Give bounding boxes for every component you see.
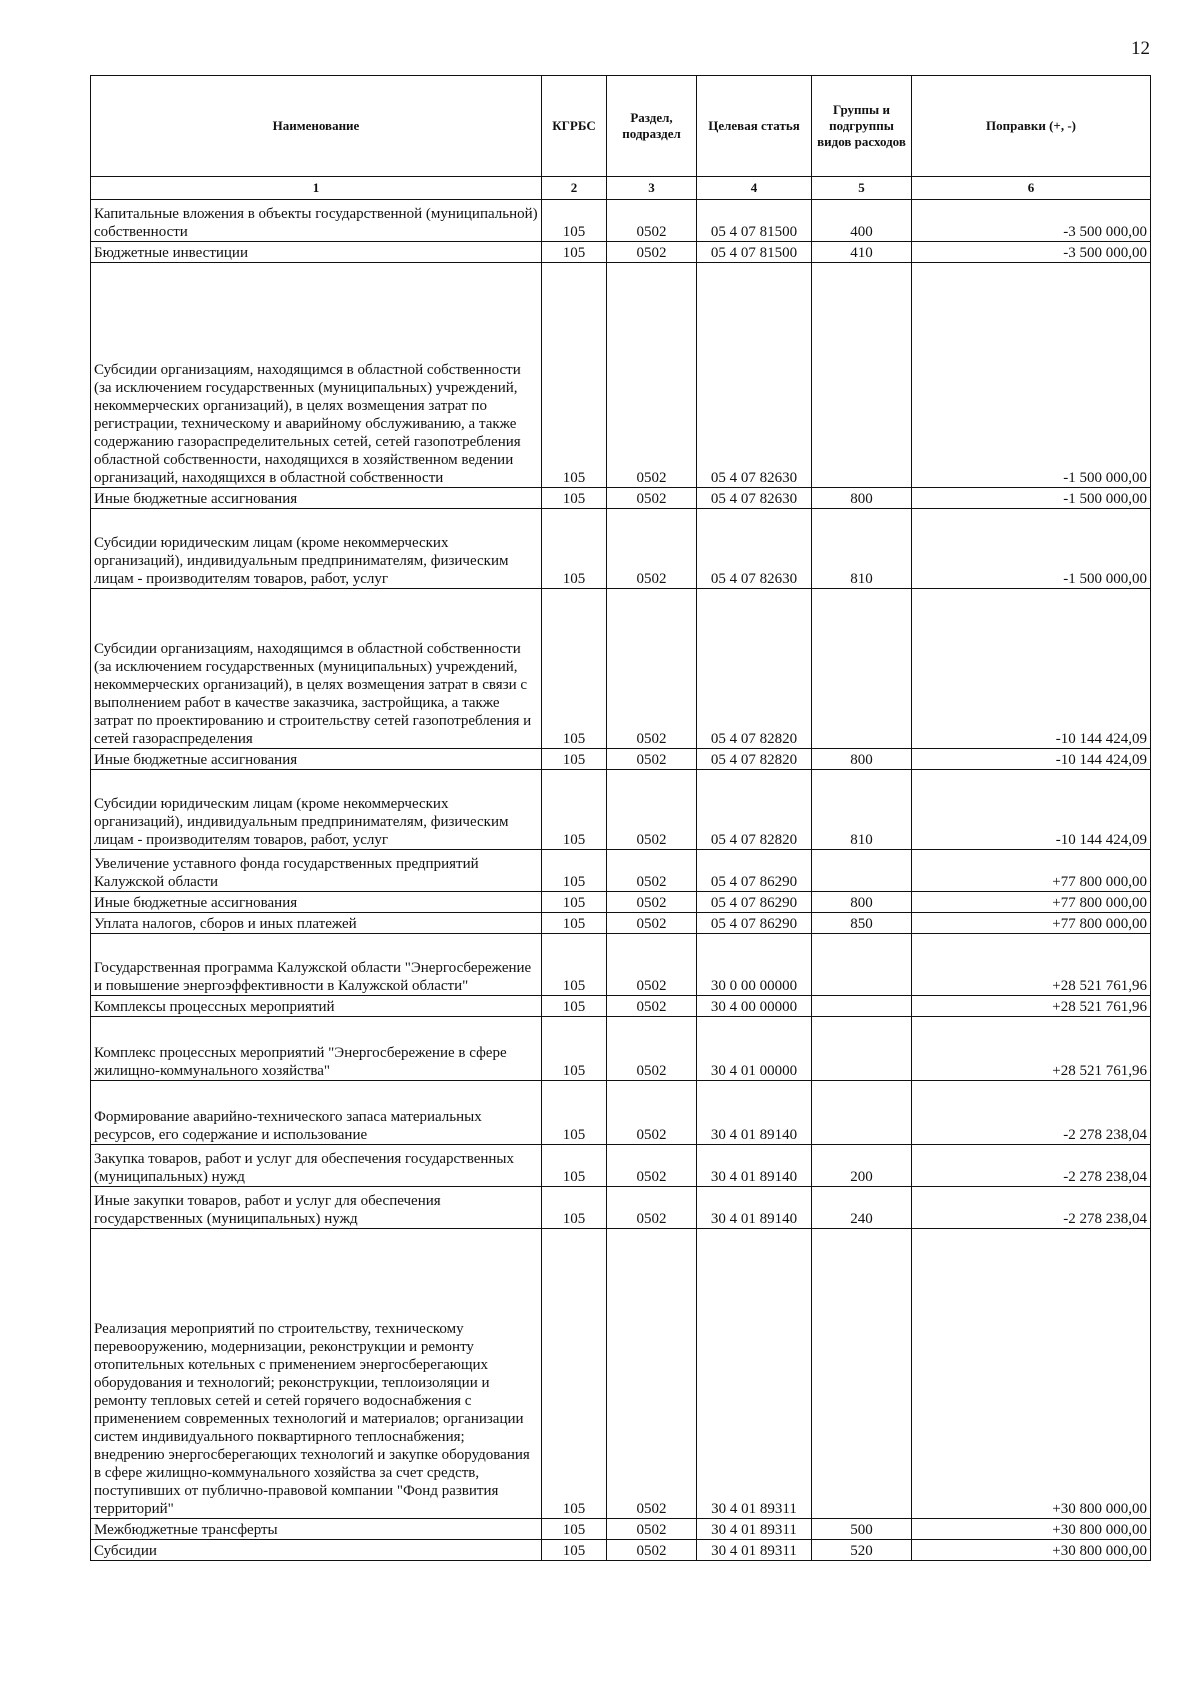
row-razdel: 0502 (607, 1519, 697, 1540)
row-razdel: 0502 (607, 1187, 697, 1229)
table-row (91, 488, 1151, 509)
row-vid: 520 (812, 1540, 912, 1561)
row-celevaya: 30 4 01 89140 (697, 1145, 812, 1187)
row-kgrbs: 105 (542, 850, 607, 892)
row-sum: -1 500 000,00 (912, 488, 1151, 509)
row-celevaya: 05 4 07 86290 (697, 850, 812, 892)
header-name: Наименование (91, 76, 542, 177)
row-sum: -3 500 000,00 (912, 200, 1151, 242)
row-vid (812, 934, 912, 996)
row-razdel: 0502 (607, 200, 697, 242)
row-razdel: 0502 (607, 850, 697, 892)
row-sum: +28 521 761,96 (912, 934, 1151, 996)
row-name: Бюджетные инвестиции (91, 242, 542, 263)
table-row (91, 850, 1151, 892)
row-vid: 410 (812, 242, 912, 263)
row-name: Иные закупки товаров, работ и услуг для обеспечения государственных (муниципальных) нужд (91, 1187, 542, 1229)
table-row (91, 996, 1151, 1017)
row-razdel: 0502 (607, 1017, 697, 1081)
row-sum: -10 144 424,09 (912, 770, 1151, 850)
table-row (91, 1145, 1151, 1187)
row-name: Межбюджетные трансферты (91, 1519, 542, 1540)
table-row (91, 892, 1151, 913)
row-name: Субсидии юридическим лицам (кроме некоммерческих организаций), индивидуальным предпринимателям, физическим лицам - производителям товаров, работ, услуг (91, 509, 542, 589)
column-number: 2 (542, 177, 607, 200)
row-vid (812, 263, 912, 488)
row-kgrbs: 105 (542, 749, 607, 770)
table-row (91, 1187, 1151, 1229)
row-kgrbs: 105 (542, 770, 607, 850)
row-celevaya: 30 4 01 89311 (697, 1229, 812, 1519)
row-kgrbs: 105 (542, 200, 607, 242)
row-sum: -2 278 238,04 (912, 1081, 1151, 1145)
row-razdel: 0502 (607, 488, 697, 509)
row-vid: 240 (812, 1187, 912, 1229)
row-name: Субсидии (91, 1540, 542, 1561)
row-vid (812, 1017, 912, 1081)
row-kgrbs: 105 (542, 1145, 607, 1187)
row-sum: -1 500 000,00 (912, 509, 1151, 589)
row-sum: -10 144 424,09 (912, 749, 1151, 770)
row-razdel: 0502 (607, 242, 697, 263)
row-name: Субсидии организациям, находящимся в областной собственности (за исключением государственных (муниципальных) учреждений, некоммерческих организаций), в целях возмещения затрат в связи с выполнением работ в качестве заказчика, застройщика, а также затрат по проектированию и строительству сетей газопотребления и сетей газораспределения (91, 589, 542, 749)
header-razdel: Раздел, подраздел (607, 76, 697, 177)
header-celevaya: Целевая статья (697, 76, 812, 177)
row-name: Комплексы процессных мероприятий (91, 996, 542, 1017)
row-celevaya: 05 4 07 86290 (697, 913, 812, 934)
row-kgrbs: 105 (542, 934, 607, 996)
header-kgrbs: КГРБС (542, 76, 607, 177)
row-sum: +30 800 000,00 (912, 1540, 1151, 1561)
table-row (91, 770, 1151, 850)
row-celevaya: 05 4 07 82630 (697, 488, 812, 509)
row-name: Субсидии юридическим лицам (кроме некоммерческих организаций), индивидуальным предпринимателям, физическим лицам - производителям товаров, работ, услуг (91, 770, 542, 850)
row-vid: 400 (812, 200, 912, 242)
row-celevaya: 30 4 01 89140 (697, 1081, 812, 1145)
row-vid: 200 (812, 1145, 912, 1187)
row-kgrbs: 105 (542, 263, 607, 488)
row-celevaya: 30 4 00 00000 (697, 996, 812, 1017)
row-name: Закупка товаров, работ и услуг для обеспечения государственных (муниципальных) нужд (91, 1145, 542, 1187)
column-number-row (91, 177, 1151, 200)
row-razdel: 0502 (607, 589, 697, 749)
row-name: Иные бюджетные ассигнования (91, 488, 542, 509)
column-number: 3 (607, 177, 697, 200)
row-kgrbs: 105 (542, 589, 607, 749)
row-vid: 800 (812, 892, 912, 913)
row-kgrbs: 105 (542, 1187, 607, 1229)
table-row (91, 1081, 1151, 1145)
table-row (91, 749, 1151, 770)
row-kgrbs: 105 (542, 1229, 607, 1519)
row-celevaya: 30 4 01 89140 (697, 1187, 812, 1229)
row-vid: 810 (812, 509, 912, 589)
table-row (91, 509, 1151, 589)
row-name: Иные бюджетные ассигнования (91, 749, 542, 770)
row-vid (812, 589, 912, 749)
row-vid: 800 (812, 488, 912, 509)
row-celevaya: 05 4 07 82630 (697, 263, 812, 488)
row-kgrbs: 105 (542, 1081, 607, 1145)
row-razdel: 0502 (607, 749, 697, 770)
row-kgrbs: 105 (542, 1519, 607, 1540)
row-razdel: 0502 (607, 770, 697, 850)
row-name: Иные бюджетные ассигнования (91, 892, 542, 913)
row-sum: +77 800 000,00 (912, 850, 1151, 892)
table-row (91, 1229, 1151, 1519)
row-vid: 810 (812, 770, 912, 850)
column-number: 5 (812, 177, 912, 200)
table-row (91, 913, 1151, 934)
header-vid: Группы и подгруппы видов расходов (812, 76, 912, 177)
row-vid: 800 (812, 749, 912, 770)
row-sum: +28 521 761,96 (912, 996, 1151, 1017)
row-name: Реализация мероприятий по строительству, техническому перевооружению, модернизации, реконструкции и ремонту отопительных котельных с применением энергосберегающих оборудования и технологий; реконструкции, теплоизоляции и ремонту тепловых сетей и сетей горячего водоснабжения с применением современных технологий и материалов; организации систем индивидуального поквартирного теплоснабжения; внедрению энергосберегающих технологий и закупке оборудования в сфере жилищно-коммунального хозяйства за счет средств, поступивших от публично-правовой компании "Фонд развития территорий" (91, 1229, 542, 1519)
row-celevaya: 30 4 01 00000 (697, 1017, 812, 1081)
header-row (91, 76, 1151, 177)
row-sum: -2 278 238,04 (912, 1145, 1151, 1187)
row-kgrbs: 105 (542, 913, 607, 934)
row-vid (812, 996, 912, 1017)
table-row (91, 1540, 1151, 1561)
row-name: Уплата налогов, сборов и иных платежей (91, 913, 542, 934)
table-row (91, 934, 1151, 996)
row-vid (812, 1229, 912, 1519)
budget-table (90, 75, 1151, 1561)
row-razdel: 0502 (607, 509, 697, 589)
row-razdel: 0502 (607, 996, 697, 1017)
row-sum: -2 278 238,04 (912, 1187, 1151, 1229)
row-name: Комплекс процессных мероприятий "Энергосбережение в сфере жилищно-коммунального хозяйства" (91, 1017, 542, 1081)
row-sum: +77 800 000,00 (912, 892, 1151, 913)
row-razdel: 0502 (607, 913, 697, 934)
row-razdel: 0502 (607, 934, 697, 996)
row-celevaya: 05 4 07 86290 (697, 892, 812, 913)
table-row (91, 200, 1151, 242)
row-name: Формирование аварийно-технического запаса материальных ресурсов, его содержание и использование (91, 1081, 542, 1145)
table-row (91, 589, 1151, 749)
row-kgrbs: 105 (542, 996, 607, 1017)
column-number: 4 (697, 177, 812, 200)
table-row (91, 1017, 1151, 1081)
row-razdel: 0502 (607, 1145, 697, 1187)
row-sum: -3 500 000,00 (912, 242, 1151, 263)
row-name: Государственная программа Калужской области "Энергосбережение и повышение энергоэффективности в Калужской области" (91, 934, 542, 996)
row-razdel: 0502 (607, 1229, 697, 1519)
row-sum: +30 800 000,00 (912, 1229, 1151, 1519)
table-row (91, 242, 1151, 263)
row-kgrbs: 105 (542, 1017, 607, 1081)
row-sum: +28 521 761,96 (912, 1017, 1151, 1081)
row-kgrbs: 105 (542, 488, 607, 509)
row-razdel: 0502 (607, 1540, 697, 1561)
row-sum: +77 800 000,00 (912, 913, 1151, 934)
row-kgrbs: 105 (542, 242, 607, 263)
row-kgrbs: 105 (542, 1540, 607, 1561)
row-celevaya: 05 4 07 82630 (697, 509, 812, 589)
table-row (91, 263, 1151, 488)
row-sum: -1 500 000,00 (912, 263, 1151, 488)
row-razdel: 0502 (607, 892, 697, 913)
row-celevaya: 30 0 00 00000 (697, 934, 812, 996)
table-row (91, 1519, 1151, 1540)
row-vid: 500 (812, 1519, 912, 1540)
row-sum: +30 800 000,00 (912, 1519, 1151, 1540)
row-celevaya: 05 4 07 81500 (697, 242, 812, 263)
page-number: 12 (1131, 38, 1150, 59)
row-celevaya: 30 4 01 89311 (697, 1540, 812, 1561)
row-celevaya: 05 4 07 81500 (697, 200, 812, 242)
row-name: Увеличение уставного фонда государственных предприятий Калужской области (91, 850, 542, 892)
column-number: 1 (91, 177, 542, 200)
row-vid (812, 1081, 912, 1145)
row-kgrbs: 105 (542, 509, 607, 589)
header-sum: Поправки (+, -) (912, 76, 1151, 177)
row-celevaya: 05 4 07 82820 (697, 770, 812, 850)
row-name: Субсидии организациям, находящимся в областной собственности (за исключением государственных (муниципальных) учреждений, некоммерческих организаций), в целях возмещения затрат по регистрации, техническому и аварийному обслуживанию, а также содержанию газораспределительных сетей, сетей газопотребления областной собственности, находящихся в хозяйственном ведении организаций, находящихся в областной собственности (91, 263, 542, 488)
row-celevaya: 05 4 07 82820 (697, 749, 812, 770)
row-razdel: 0502 (607, 263, 697, 488)
row-razdel: 0502 (607, 1081, 697, 1145)
row-sum: -10 144 424,09 (912, 589, 1151, 749)
row-celevaya: 30 4 01 89311 (697, 1519, 812, 1540)
row-vid: 850 (812, 913, 912, 934)
row-kgrbs: 105 (542, 892, 607, 913)
row-vid (812, 850, 912, 892)
column-number: 6 (912, 177, 1151, 200)
row-celevaya: 05 4 07 82820 (697, 589, 812, 749)
row-name: Капитальные вложения в объекты государственной (муниципальной) собственности (91, 200, 542, 242)
